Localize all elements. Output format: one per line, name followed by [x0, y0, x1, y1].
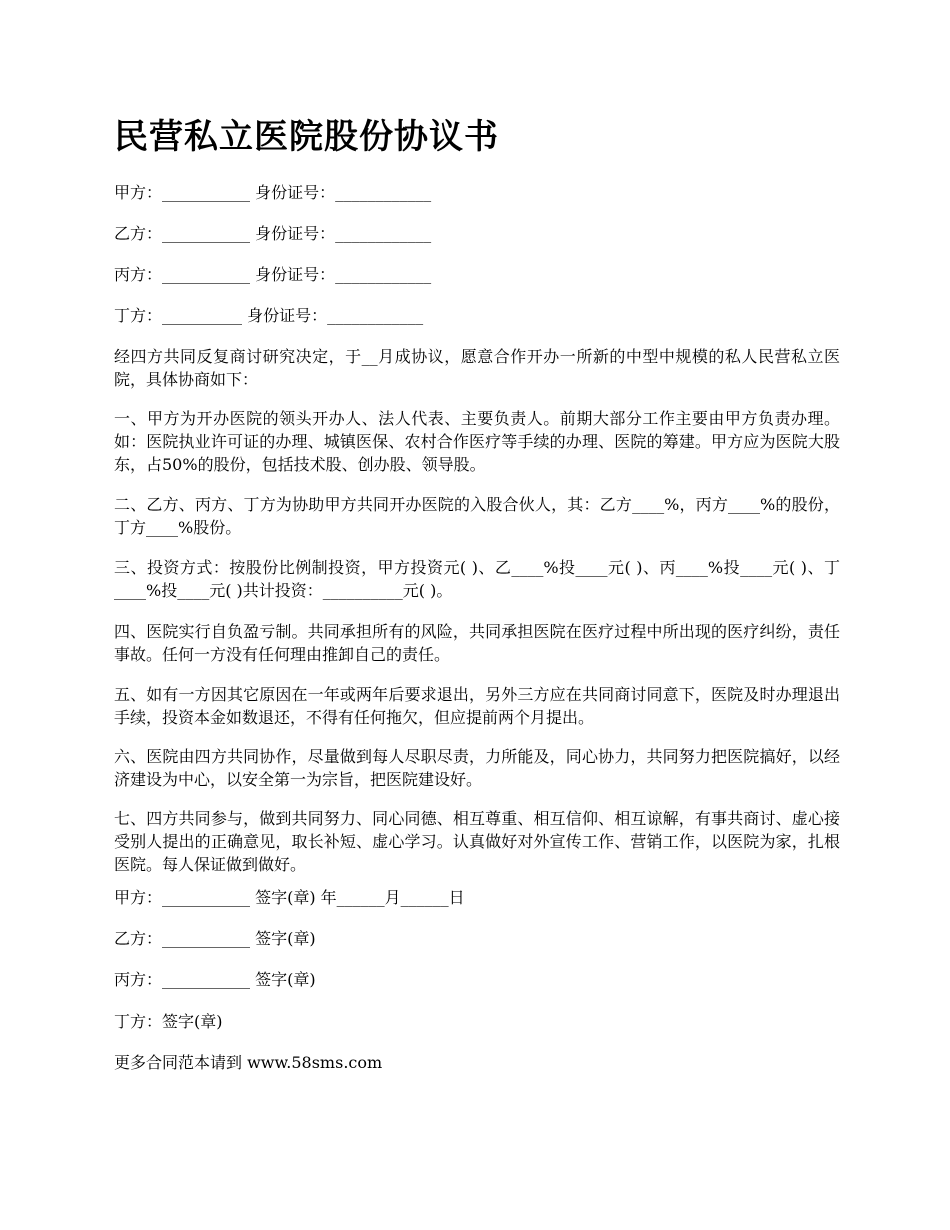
clause-2: 二、乙方、丙方、丁方为协助甲方共同开办医院的入股合伙人，其：乙方____%，丙方____%的股份，丁方____%股份。	[114, 495, 840, 537]
signature-line-bing: 丙方：___________ 签字(章)	[114, 970, 316, 989]
party-line-bing: 丙方：___________ 身份证号：____________	[114, 265, 432, 284]
party-line-jia: 甲方：___________ 身份证号：____________	[114, 183, 432, 202]
clause-3: 三、投资方式：按股份比例制投资，甲方投资元( )、乙____%投____元( )、丙____%投____元( )、丁____%投____元( )共计投资：__________元( )。	[114, 558, 840, 600]
party-line-ding: 丁方：__________ 身份证号：____________	[114, 306, 424, 325]
party-line-yi: 乙方：___________ 身份证号：____________	[114, 224, 432, 243]
signature-line-yi: 乙方：___________ 签字(章)	[114, 929, 316, 948]
intro-paragraph: 经四方共同反复商讨研究决定，于__月成协议，愿意合作开办一所新的中型中规模的私人民营私立医院，具体协商如下：	[114, 347, 840, 389]
footer-note: 更多合同范本请到 www.58sms.com	[114, 1053, 383, 1072]
document-title: 民营私立医院股份协议书	[114, 117, 499, 157]
clause-5: 五、如有一方因其它原因在一年或两年后要求退出，另外三方应在共同商讨同意下，医院及时办理退出手续，投资本金如数退还，不得有任何拖欠，但应提前两个月提出。	[114, 685, 840, 727]
clause-7: 七、四方共同参与，做到共同努力、同心同德、相互尊重、相互信仰、相互谅解，有事共商讨、虚心接受别人提出的正确意见，取长补短、虚心学习。认真做好对外宣传工作、营销工作，以医院为家，扎根医院。每人保证做到做好。	[114, 809, 840, 874]
clause-4: 四、医院实行自负盈亏制。共同承担所有的风险，共同承担医院在医疗过程中所出现的医疗纠纷，责任事故。任何一方没有任何理由推卸自己的责任。	[114, 622, 840, 664]
signature-line-ding: 丁方：签字(章)	[114, 1012, 223, 1031]
signature-line-jia: 甲方：___________ 签字(章) 年______月______日	[114, 888, 465, 907]
clause-1: 一、甲方为开办医院的领头开办人、法人代表、主要负责人。前期大部分工作主要由甲方负责办理。如：医院执业许可证的办理、城镇医保、农村合作医疗等手续的办理、医院的筹建。甲方应为医院大股东，占50%的股份，包括技术股、创办股、领导股。	[114, 409, 840, 474]
clause-6: 六、医院由四方共同协作，尽量做到每人尽职尽责，力所能及，同心协力，共同努力把医院搞好，以经济建设为中心，以安全第一为宗旨，把医院建设好。	[114, 747, 840, 789]
